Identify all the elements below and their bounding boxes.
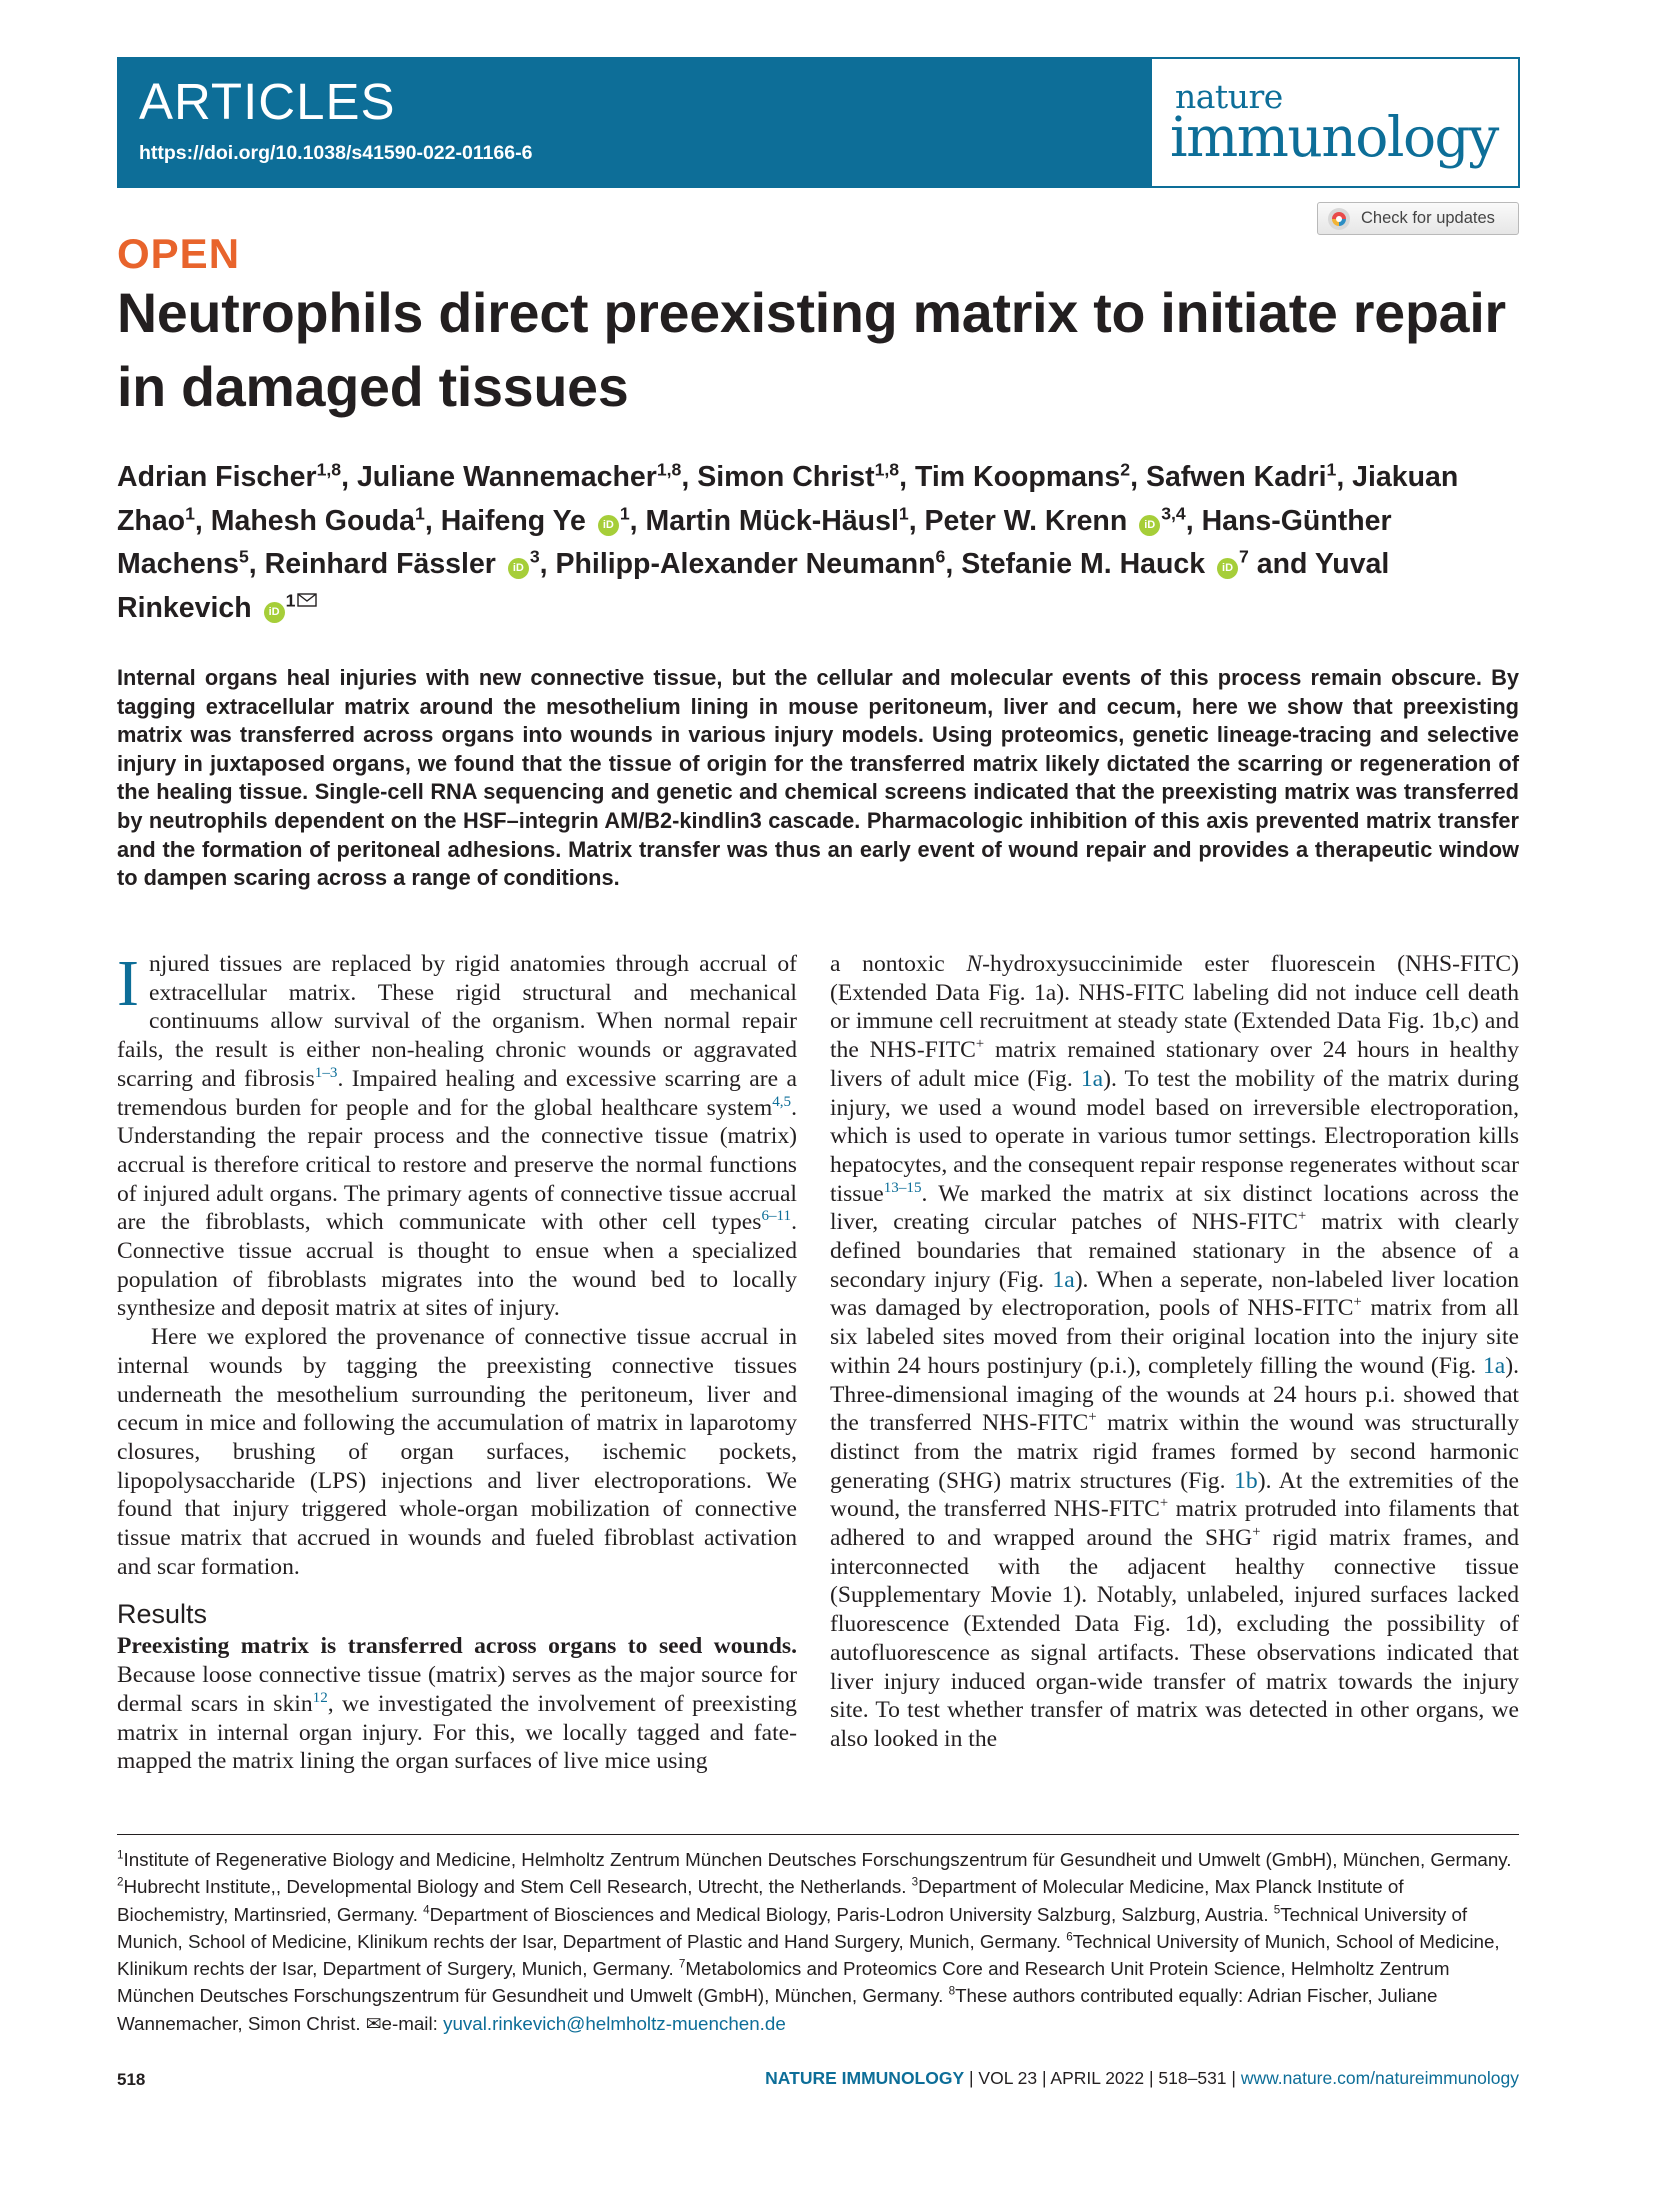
intro-paragraph-2: Here we explored the provenance of connective tissue accrual in internal wounds by tagging the preexisting connective tissues underneath the mesothelium surrounding the peritoneum, liver and cecum in mice and following the accumulation of matrix in laparotomy closures, brushing of organ surfaces, ischemic pockets, lipopolysaccharide (LPS) injections and liver electroporations. We found that injury triggered whole-organ mobilization of connective tissue matrix that accrued in wounds and fueled fibroblast activation and scar formation. [117, 1324, 797, 1580]
results-subheading: Preexisting matrix is transferred across organs to seed wounds. [117, 1633, 797, 1660]
check-for-updates-label: Check for updates [1361, 209, 1495, 227]
corresponding-email-link[interactable]: yuval.rinkevich@helmholtz-muenchen.de [443, 2012, 786, 2034]
footer-journal: NATURE IMMUNOLOGY [765, 2068, 965, 2088]
email-icon[interactable] [297, 593, 317, 607]
orcid-icon[interactable]: iD [598, 515, 619, 536]
journal-logo-immunology: immunology [1170, 105, 1498, 169]
results-paragraph-1-text: Because loose connective tissue (matrix) serves as the major source for dermal scars in skin$^{12}$, we investigated the involvement of preexisting matrix in internal organ injury. For this, we locally tagged and fate-mapped the matrix lining the organ surfaces of live mice using [117, 1662, 797, 1775]
journal-logo-nature: nature [1175, 77, 1283, 116]
results-paragraph-1-continued: a nontoxic N-hydroxysuccinimide ester fluorescein (NHS-FITC) (Extended Data Fig. 1a). NHS-FITC labeling did not induce cell death or immune cell recruitment at steady state (Extended Data Fig. 1b,c) and the NHS-FITC+ matrix remained stationary over 24 hours in healthy livers of adult mice (Fig. 1a). To test the mobility of the matrix during injury, we used a wound model based on irreversible electroporation, which is used to operate in various tumor settings. Electroporation kills hepatocytes, and the consequent repair response regenerates without scar tissue$^{13-15}$. We marked the matrix at six distinct locations across the liver, creating circular patches of NHS-FITC+ matrix with clearly defined boundaries that remained stationary in the absence of a secondary injury (Fig. 1a). When a seperate, non-labeled liver location was damaged by electroporation, pools of NHS-FITC+ matrix from all six labeled sites moved from their original location into the injury site within 24 hours postinjury (p.i.), completely filling the wound (Fig. 1a). Three-dimensional imaging of the wounds at 24 hours p.i. showed that the transferred NHS-FITC+ matrix within the wound was structurally distinct from the matrix rigid frames formed by second harmonic generating (SHG) matrix structures (Fig. 1b). At the extremities of the wound, the transferred NHS-FITC+ matrix protruded into filaments that adhered to and wrapped around the SHG+ rigid matrix frames, and interconnected with the adjacent healthy connective tissue (Supplementary Movie 1). Notably, unlabeled, injured surfaces lacked fluorescence (Extended Data Fig. 1d), excluding the possibility of autofluorescence as signal artifacts. These observations indicated that liver injury induced organ-wide transfer of matrix towards the injury site. To test whether transfer of matrix was detected in other organs, we also looked in the [830, 951, 1519, 1752]
check-for-updates-button[interactable] [1317, 202, 1519, 235]
results-heading: Results [117, 1599, 208, 1630]
drop-cap: I [117, 947, 139, 1020]
body-column-right [830, 950, 1519, 1754]
results-paragraph-1 [117, 1632, 797, 1776]
footer-citation [600, 2068, 1519, 2089]
intro-paragraph-1-text: njured tissues are replaced by rigid anatomies through accrual of extracellular matrix. These rigid structural and mechanical continuums allow survival of the organism. When normal repair fails, the result is either non-healing chronic wounds or aggravated scarring and fibrosis$^{1-3}$. Impaired healing and excessive scarring are a tremendous burden for people and for the global healthcare system$^{4,5}$. Understanding the repair process and the connective tissue (matrix) accrual is therefore critical to restore and preserve the normal functions of injured adult organs. The primary agents of connective tissue accrual are the fibroblasts, which communicate with other cell types$^{6-11}$. Connective tissue accrual is thought to ensue when a specialized population of fibroblasts migrates into the wound bed to locally synthesize and deposit matrix at sites of injury. [117, 951, 797, 1322]
affiliations: $^1$Institute of Regenerative Biology and Medicine, Helmholtz Zentrum München Deutsches Forschungszentrum für Gesundheit und Umwelt (GmbH), München, Germany. $^2$Hubrecht Institute,, Developmental Biology and Stem Cell Research, Utrecht, the Netherlands. $^3$Department of Molecular Medicine, Max Planck Institute of Biochemistry, Martinsried, Germany. $^4$Department of Biosciences and Medical Biology, Paris-Lodron University Salzburg, Salzburg, Austria. $^5$Technical University of Munich, School of Medicine, Klinikum rechts der Isar, Department of Plastic and Hand Surgery, Munich, Germany. $^6$Technical University of Munich, School of Medicine, Klinikum rechts der Isar, Department of Surgery, Munich, Germany. $^7$Metabolomics and Proteomics Core and Research Unit Protein Science, Helmholtz Zentrum München Deutsches Forschungszentrum für Gesundheit und Umwelt (GmbH), München, Germany. $^8$These authors contributed equally: Adrian Fischer, Juliane Wannemacher, Simon Christ. ✉e-mail: yuval.rinkevich@helmholtz-muenchen.de [117, 1848, 1512, 2034]
body-column-left [117, 947, 797, 1776]
footer-url-link[interactable]: www.nature.com/natureimmunology [1240, 2068, 1519, 2088]
crossmark-icon [1327, 207, 1351, 231]
article-title: Neutrophils direct preexisting matrix to initiate repair in damaged tissues [117, 282, 1506, 418]
orcid-icon[interactable]: iD [264, 602, 285, 623]
orcid-icon[interactable]: iD [1139, 515, 1160, 536]
open-access-label: OPEN [117, 230, 241, 277]
abstract: Internal organs heal injuries with new connective tissue, but the cellular and molecular events of this process remain obscure. By tagging extracellular matrix around the mesothelium lining in mouse peritoneum, liver and cecum, here we show that preexisting matrix was transferred across organs into wounds in various injury models. Using proteomics, genetic lineage-tracing and selective injury in juxtaposed organs, we found that the tissue of origin for the transferred matrix likely dictated the scarring or regeneration of the healing tissue. Single-cell RNA sequencing and genetic and chemical screens indicated that the preexisting matrix was transferred by neutrophils dependent on the HSF–integrin AM/B2-kindlin3 cascade. Pharmacologic inhibition of this axis prevented matrix transfer and the formation of peritoneal adhesions. Matrix transfer was thus an early event of wound repair and provides a therapeutic window to dampen scaring across a range of conditions. [117, 665, 1519, 891]
doi-link[interactable]: https://doi.org/10.1038/s41590-022-01166-6 [139, 142, 533, 164]
orcid-icon[interactable]: iD [1217, 558, 1238, 579]
page-number: 518 [117, 2070, 146, 2089]
section-label: ARTICLES [139, 73, 396, 130]
orcid-icon[interactable]: iD [508, 558, 529, 579]
author-list: Adrian Fischer$^{1,8}$, Juliane Wannemacher$^{1,8}$, Simon Christ$^{1,8}$, Tim Koopmans$^2$, Safwen Kadri$^1$, Jiakuan Zhao$^1$, Mahesh Gouda$^1$, Haifeng Ye $iD^1$, Martin Mück-Häusl$^1$, Peter W. Krenn iD$^{3,4}$, Hans-Günther Machens$^5$, Reinhard Fässler $iD^3$, Philipp-Alexander Neumann$^6$, Stefanie M. Hauck $iD^7$ and Yuval Rinkevich $iD^1$ [117, 459, 1459, 624]
footnote-divider [117, 1834, 1519, 1835]
footer-issue: | VOL 23 | APRIL 2022 | 518–531 | [964, 2068, 1241, 2088]
intro-paragraph-1 [117, 947, 797, 1323]
